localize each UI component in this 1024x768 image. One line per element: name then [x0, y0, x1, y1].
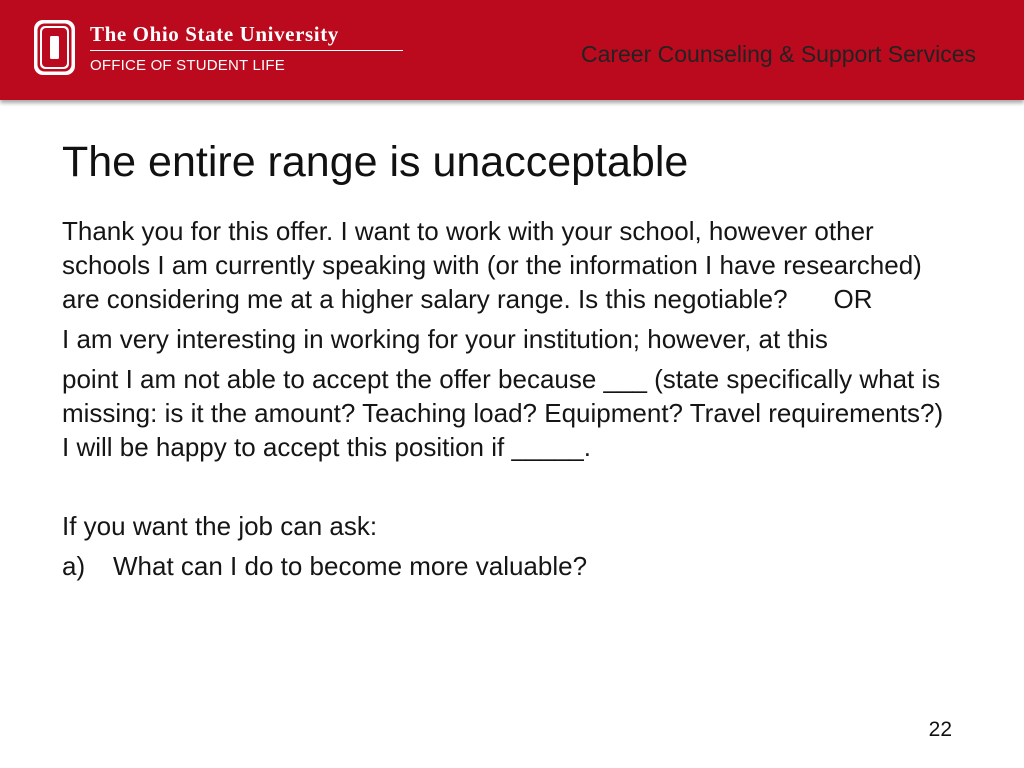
- slide-body: [62, 214, 952, 583]
- paragraph-4: If you want the job can ask:: [62, 511, 378, 541]
- paragraph-1-text: Thank you for this offer. I want to work with your school, however other schools I am currently speaking with (or the information I have researched) are considering me at a higher salary range. Is this negotiable?: [62, 216, 922, 314]
- university-name: The Ohio State University: [90, 22, 339, 46]
- list-item-text: What can I do to become more valuable?: [113, 551, 588, 581]
- paragraph-3: point I am not able to accept the offer because ___ (state specifically what is missing: is it the amount? Teaching load? Equipment? Travel requirements?) I will be happy to accept this position if _____.: [62, 364, 944, 462]
- list-item-marker: a): [62, 551, 86, 581]
- slide-title: The entire range is unacceptable: [62, 138, 689, 186]
- paragraph-spacer: [62, 464, 952, 503]
- paragraph-2: I am very interesting in working for your institution; however, at this: [62, 324, 828, 354]
- header-divider: [90, 50, 403, 51]
- block-o-logo-icon: [33, 19, 76, 76]
- list-item: [62, 549, 952, 583]
- paragraph-1: [62, 214, 952, 316]
- office-name: OFFICE OF STUDENT LIFE: [90, 57, 285, 74]
- header-bar: [0, 0, 1024, 100]
- or-word: OR: [833, 284, 873, 314]
- department-name: Career Counseling & Support Services: [580, 41, 976, 67]
- page-number: 22: [928, 718, 952, 741]
